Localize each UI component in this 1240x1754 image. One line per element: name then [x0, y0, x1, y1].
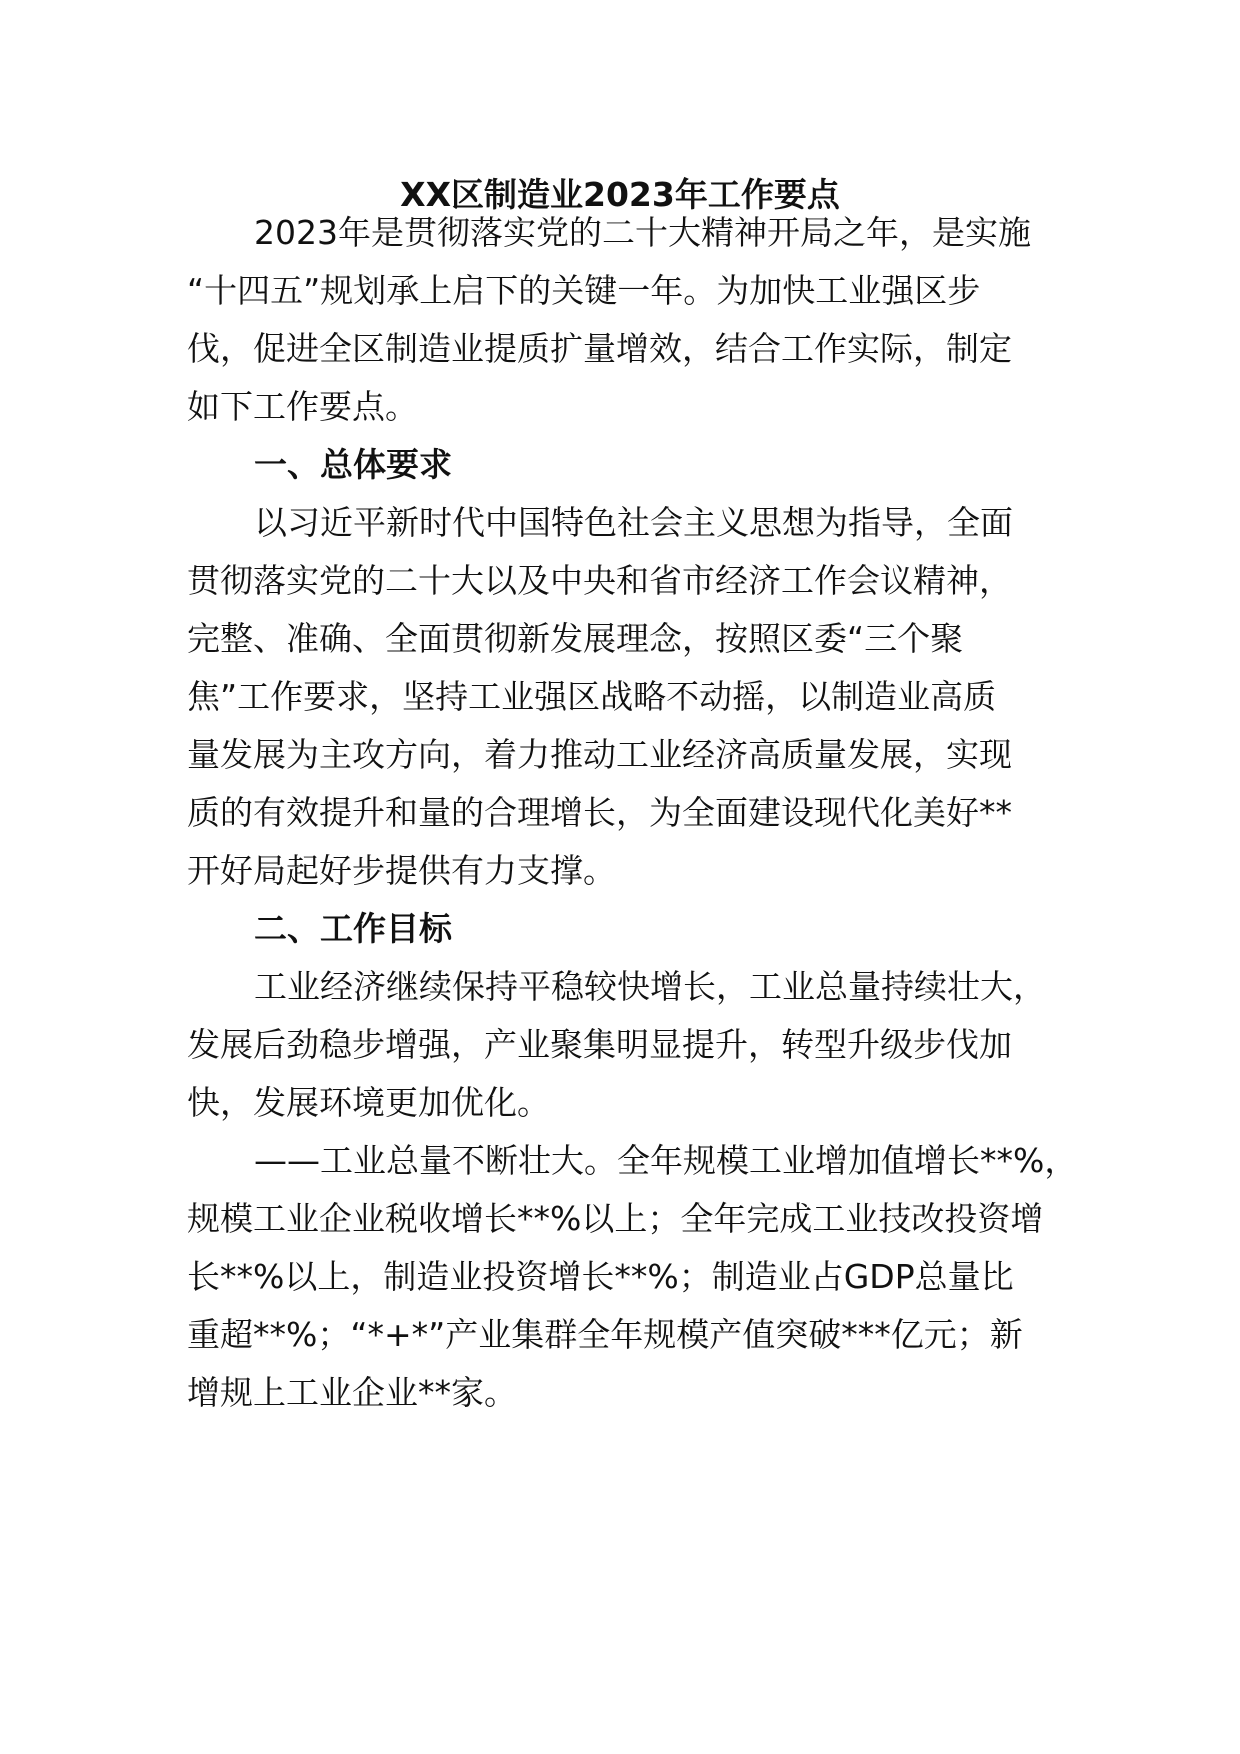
section2-heading: 二、工作目标	[254, 909, 452, 948]
document-title: XX区制造业2023年工作要点	[400, 175, 840, 214]
intro-line-4: 如下工作要点。	[187, 387, 418, 426]
section1-heading: 一、总体要求	[254, 445, 452, 484]
intro-line-3: 伐，促进全区制造业提质扩量增效，结合工作实际，制定	[187, 329, 1012, 368]
section2-line-3: 快，发展环境更加优化。	[187, 1083, 550, 1122]
section1-line-5: 量发展为主攻方向，着力推动工业经济高质量发展，实现	[187, 735, 1012, 774]
section1-line-6: 质的有效提升和量的合理增长，为全面建设现代化美好**	[187, 793, 1012, 832]
target-line-1: ——工业总量不断壮大。全年规模工业增加值增长**%，	[254, 1141, 1078, 1180]
target-line-4: 重超**%；“*+*”产业集群全年规模产值突破***亿元；新	[187, 1315, 1023, 1354]
intro-line-2: “十四五”规划承上启下的关键一年。为加快工业强区步	[187, 271, 981, 310]
section1-line-2: 贯彻落实党的二十大以及中央和省市经济工作会议精神，	[187, 561, 1012, 600]
section2-line-2: 发展后劲稳步增强，产业聚集明显提升，转型升级步伐加	[187, 1025, 1012, 1064]
section1-line-3: 完整、准确、全面贯彻新发展理念，按照区委“三个聚	[187, 619, 964, 658]
section1-line-4: 焦”工作要求，坚持工业强区战略不动摇，以制造业高质	[187, 677, 997, 716]
section1-line-7: 开好局起好步提供有力支撑。	[187, 851, 616, 890]
section1-line-1: 以习近平新时代中国特色社会主义思想为指导，全面	[254, 503, 1013, 542]
intro-line-1: 2023年是贯彻落实党的二十大精神开局之年，是实施	[254, 213, 1031, 252]
target-line-2: 规模工业企业税收增长**%以上；全年完成工业技改投资增	[187, 1199, 1044, 1238]
section2-line-1: 工业经济继续保持平稳较快增长，工业总量持续壮大，	[254, 967, 1046, 1006]
target-line-5: 增规上工业企业**家。	[187, 1373, 517, 1412]
target-line-3: 长**%以上，制造业投资增长**%；制造业占GDP总量比	[187, 1257, 1014, 1296]
